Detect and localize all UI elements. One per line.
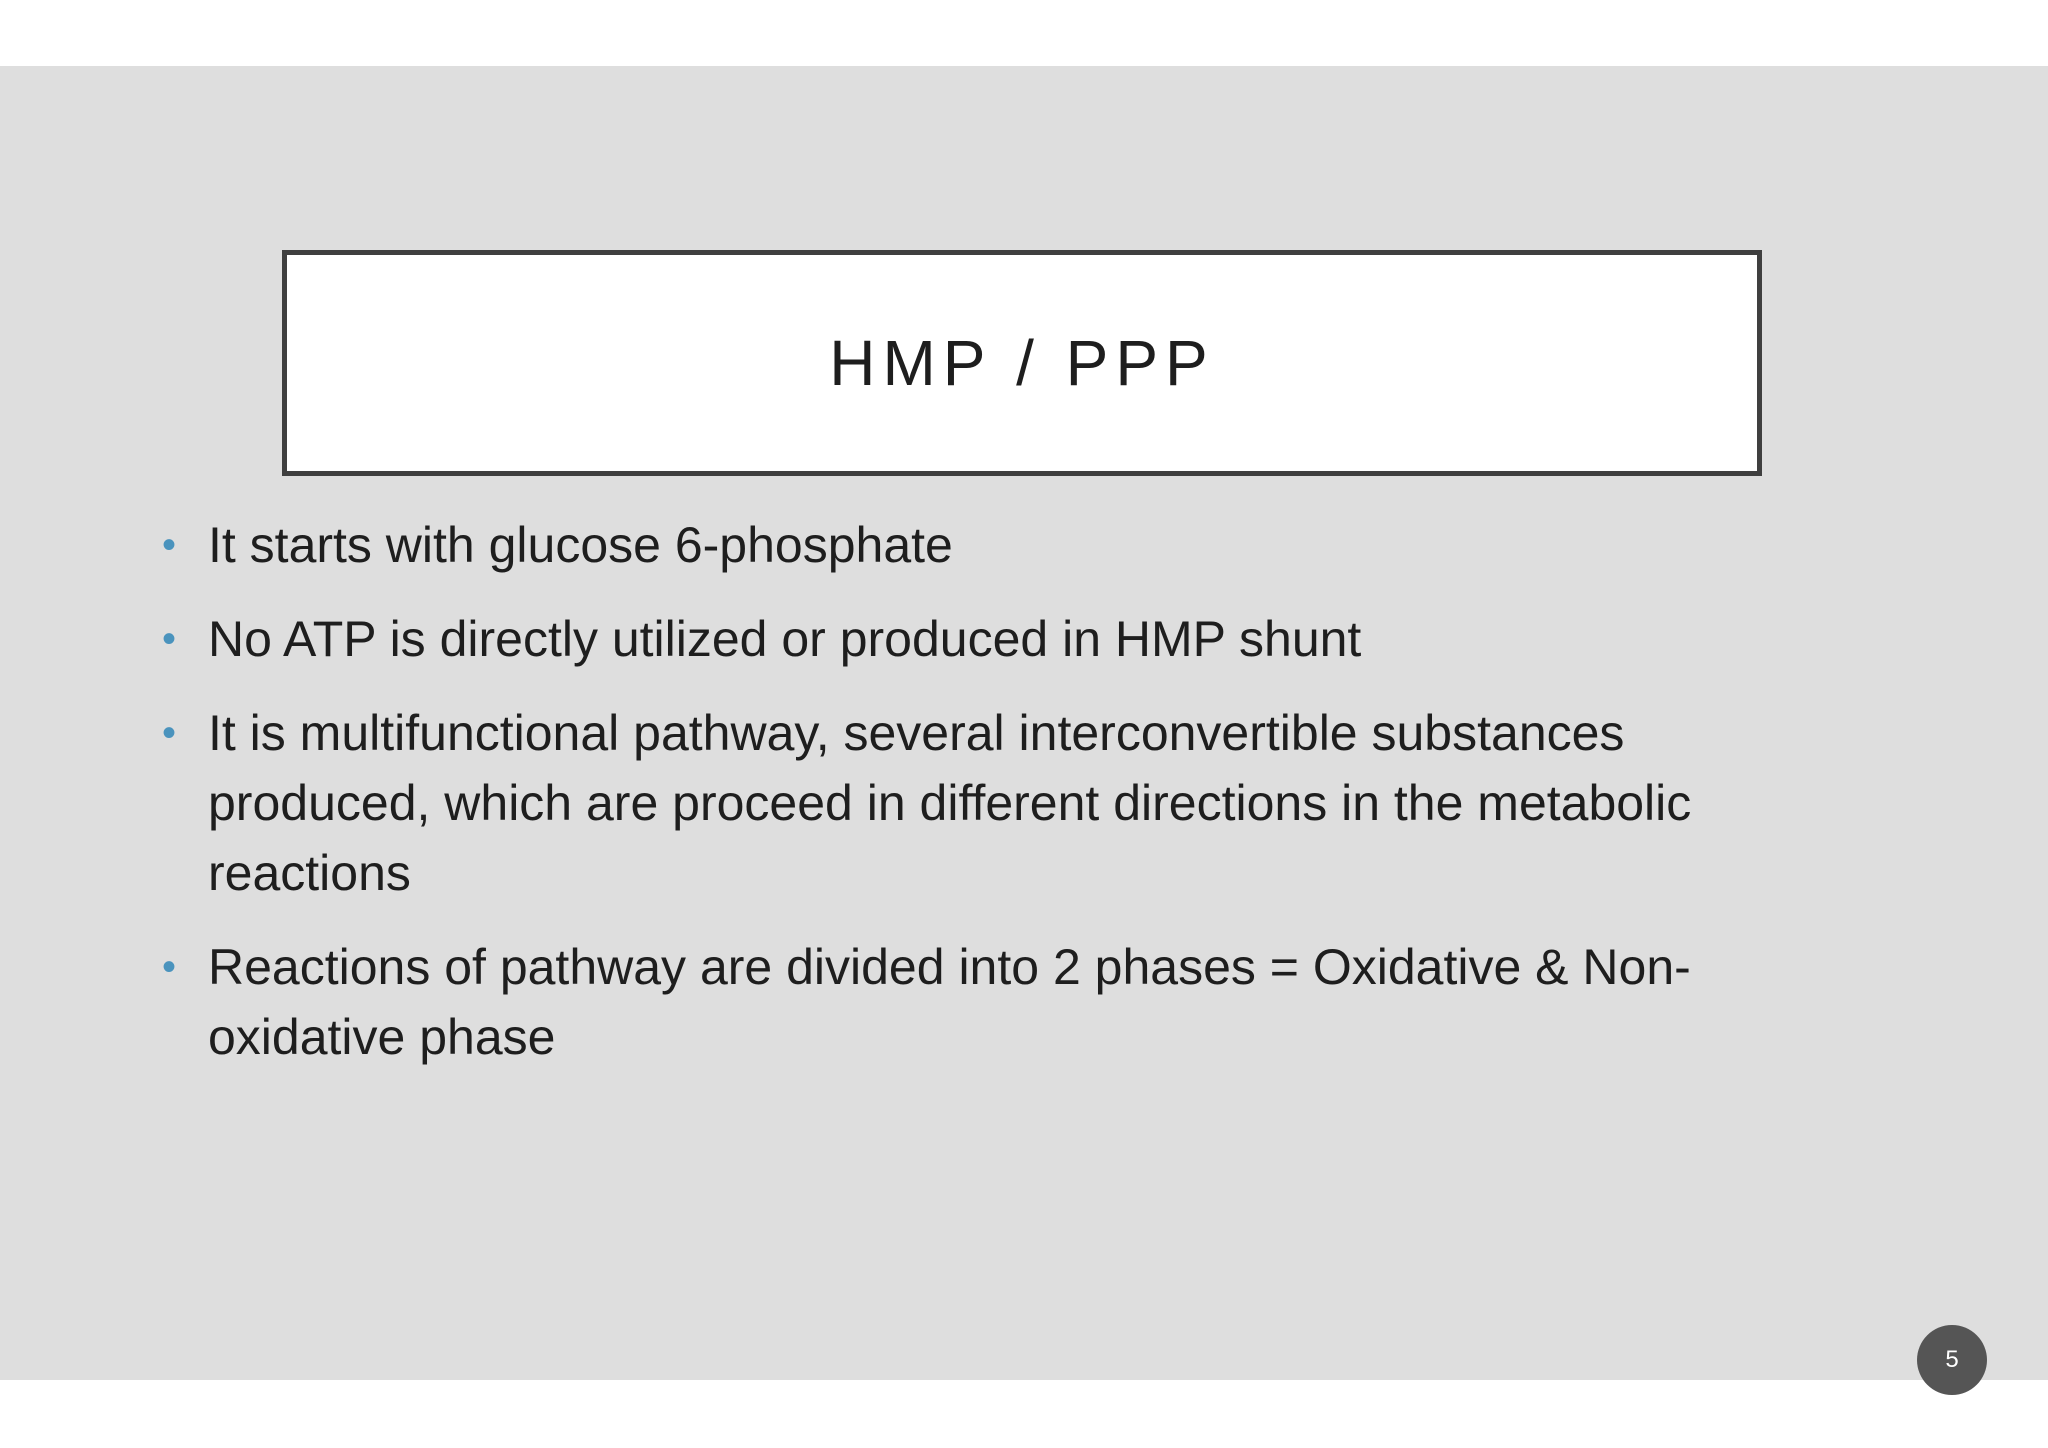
bullet-item (160, 510, 1840, 580)
slide-title: HMP / PPP (829, 327, 1215, 399)
bullet-item (160, 604, 1840, 674)
bullet-dot-icon: • (162, 617, 177, 661)
title-box (282, 250, 1762, 476)
bullet-item (160, 932, 1840, 1072)
bullet-text: Reactions of pathway are divided into 2 phases = Oxidative & Non-oxidative phase (208, 939, 1691, 1065)
bullet-dot-icon: • (162, 523, 177, 567)
bullet-list (160, 510, 1840, 1096)
bullet-item (160, 698, 1840, 908)
bullet-text: It starts with glucose 6-phosphate (208, 517, 953, 573)
bullet-dot-icon: • (162, 711, 177, 755)
page-number-badge: 5 (1917, 1325, 1987, 1395)
bullet-dot-icon: • (162, 945, 177, 989)
bullet-text: No ATP is directly utilized or produced in HMP shunt (208, 611, 1362, 667)
slide (0, 66, 2048, 1380)
bullet-text: It is multifunctional pathway, several interconvertible substances produced, which are proceed in different directions in the metabolic reactions (208, 705, 1692, 901)
